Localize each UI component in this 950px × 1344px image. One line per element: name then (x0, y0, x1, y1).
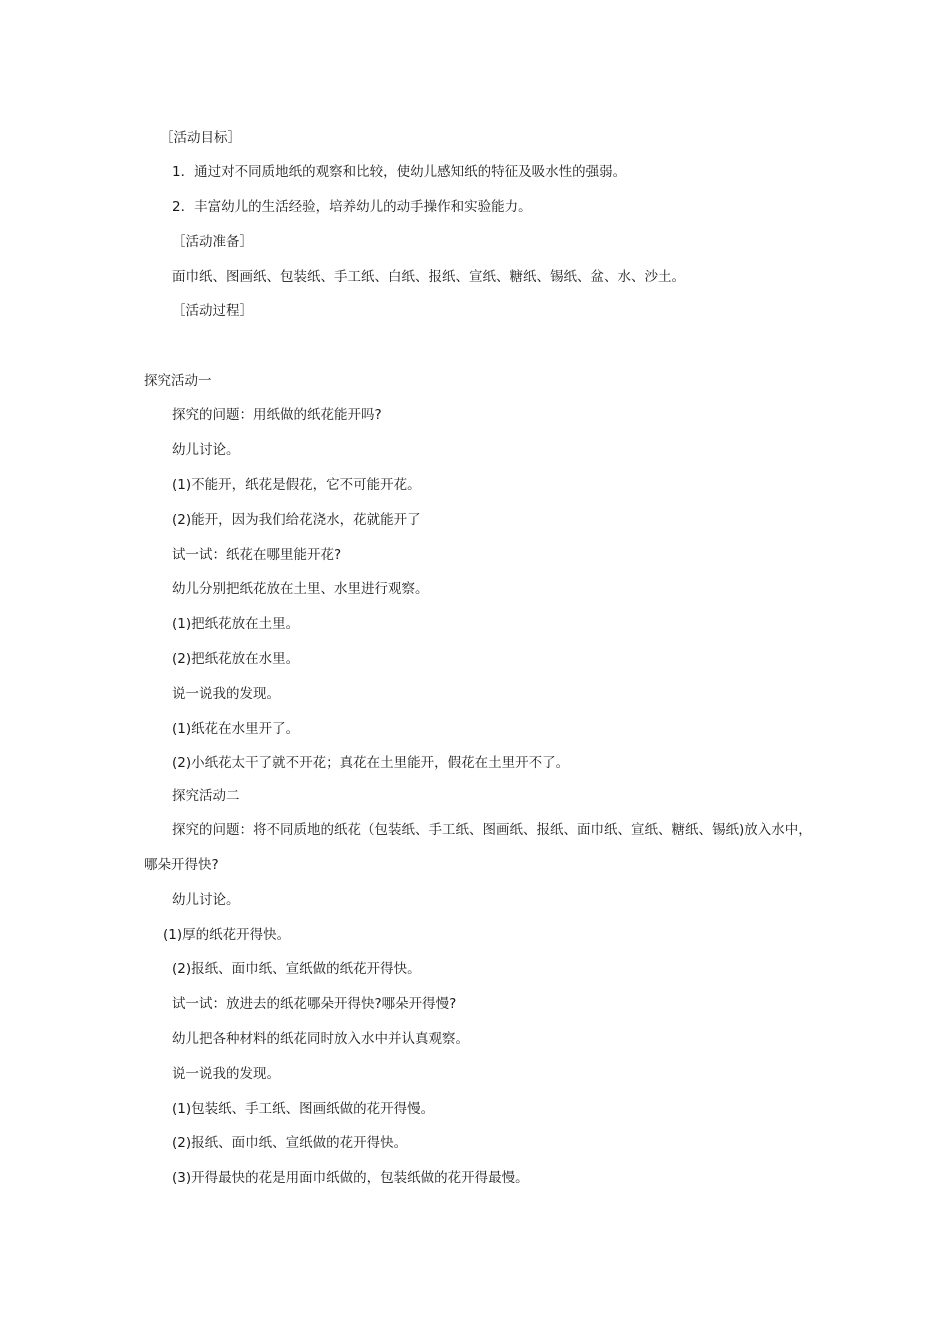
activity2-finding-1: (1)包装纸、手工纸、图画纸做的花开得慢。 (172, 1101, 435, 1117)
prep-heading: ［活动准备］ (172, 234, 253, 250)
goal-item-2: 2．丰富幼儿的生活经验，培养幼儿的动手操作和实验能力。 (172, 199, 532, 215)
activity2-observe: 幼儿把各种材料的纸花同时放入水中并认真观察。 (172, 1031, 469, 1047)
activity2-discuss: 幼儿讨论。 (172, 892, 240, 908)
activity1-finding-1: (1)纸花在水里开了。 (172, 721, 300, 737)
activity1-say: 说一说我的发现。 (172, 686, 280, 702)
activity2-say: 说一说我的发现。 (172, 1066, 280, 1082)
process-heading: ［活动过程］ (172, 303, 253, 319)
goal-heading: ［活动目标］ (160, 130, 241, 146)
activity2-discuss-2: (2)报纸、面巾纸、宣纸做的纸花开得快。 (172, 961, 421, 977)
activity2-discuss-1: (1)厚的纸花开得快。 (163, 927, 291, 943)
activity1-title: 探究活动一 (144, 373, 212, 389)
activity2-question-line1: 探究的问题：将不同质地的纸花（包装纸、手工纸、图画纸、报纸、面巾纸、宣纸、糖纸、锡纸)放入水中， (172, 822, 812, 838)
activity2-question-line2: 哪朵开得快? (144, 857, 219, 873)
activity1-observe: 幼儿分别把纸花放在土里、水里进行观察。 (172, 581, 429, 597)
activity1-discuss-1: (1)不能开，纸花是假花，它不可能开花。 (172, 477, 421, 493)
activity1-observe-2: (2)把纸花放在水里。 (172, 651, 300, 667)
activity1-question: 探究的问题：用纸做的纸花能开吗? (172, 407, 382, 423)
activity1-observe-1: (1)把纸花放在土里。 (172, 616, 300, 632)
activity1-try: 试一试：纸花在哪里能开花? (172, 547, 342, 563)
activity1-discuss-2: (2)能开，因为我们给花浇水，花就能开了 (172, 512, 421, 528)
activity2-finding-2: (2)报纸、面巾纸、宣纸做的花开得快。 (172, 1135, 408, 1151)
activity1-discuss: 幼儿讨论。 (172, 442, 240, 458)
activity1-finding-2: (2)小纸花太干了就不开花；真花在土里能开，假花在土里开不了。 (172, 755, 570, 771)
goal-item-1: 1．通过对不同质地纸的观察和比较，使幼儿感知纸的特征及吸水性的强弱。 (172, 164, 627, 180)
prep-materials: 面巾纸、图画纸、包装纸、手工纸、白纸、报纸、宣纸、糖纸、锡纸、盆、水、沙土。 (172, 269, 685, 285)
activity2-try: 试一试：放进去的纸花哪朵开得快?哪朵开得慢? (172, 996, 457, 1012)
activity2-title: 探究活动二 (172, 788, 240, 804)
activity2-finding-3: (3)开得最快的花是用面巾纸做的，包装纸做的花开得最慢。 (172, 1170, 529, 1186)
